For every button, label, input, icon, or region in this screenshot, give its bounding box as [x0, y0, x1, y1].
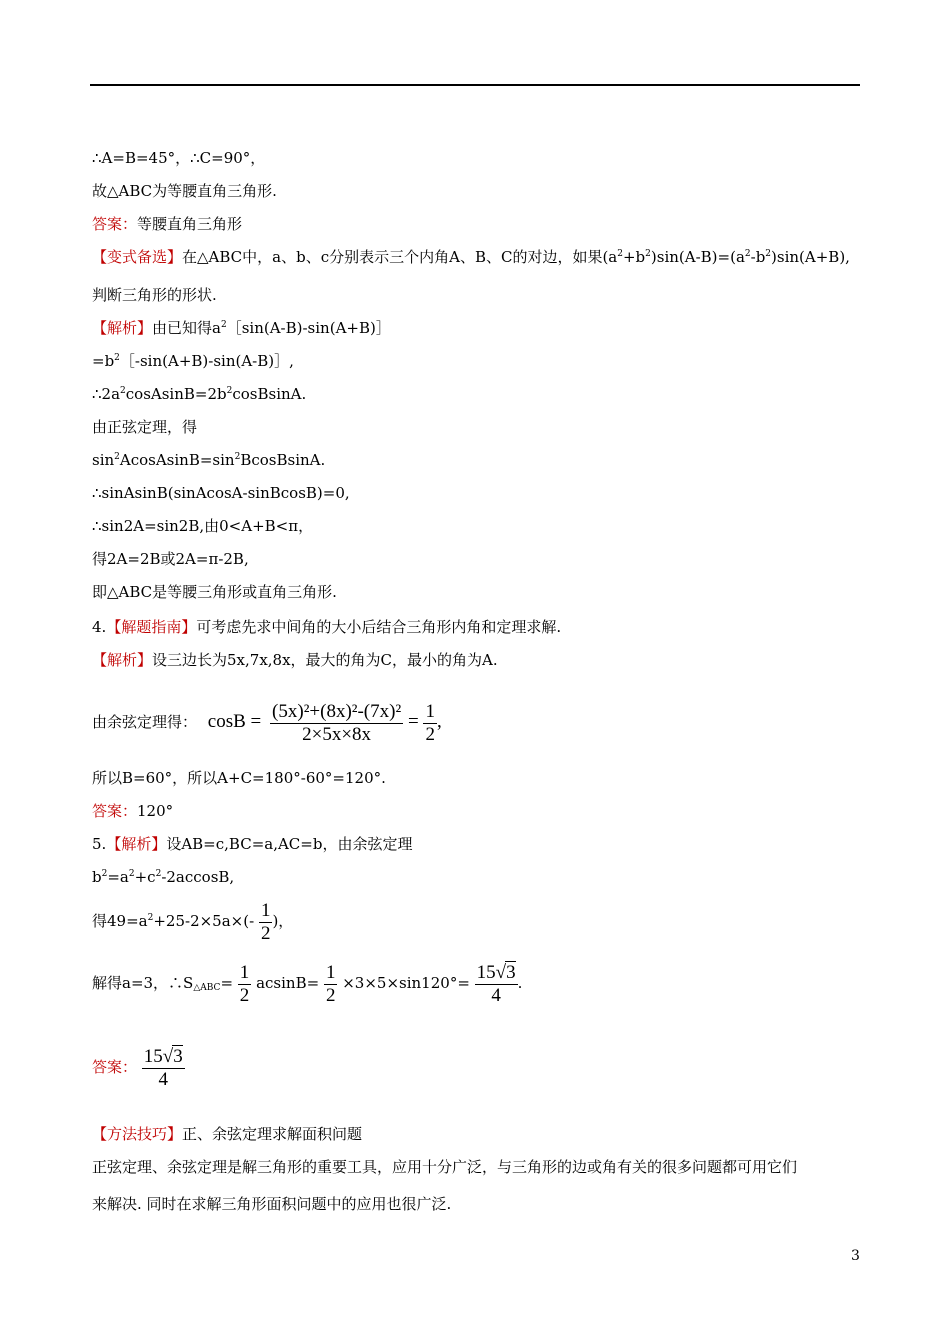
text-line: $\therefore 2a^2cosAsinB=2b^2cosBsinA$. — [92, 385, 307, 403]
section-label: 【解题指南】 — [106, 618, 197, 636]
answer-line — [92, 1044, 185, 1091]
answer-label: 答案： — [92, 215, 138, 233]
text-line: 【方法技巧】正、余弦定理求解面积问题 — [92, 1125, 363, 1143]
text-line: 正弦定理、余弦定理是解三角形的重要工具，应用十分广泛，与三角形的边或角有关的很多问题都可用它们 — [92, 1158, 798, 1176]
section-label: 【解析】 — [106, 835, 167, 853]
section-label: 【变式备选】 — [92, 248, 183, 266]
page-number: 3 — [851, 1248, 860, 1264]
section-label: 【解析】 — [92, 651, 153, 669]
answer-line: 答案：等腰直角三角形 — [92, 215, 243, 233]
text-line: 4.【解题指南】可考虑先求中间角的大小后结合三角形内角和定理求解. — [92, 618, 562, 636]
text-line: 由正弦定理，得 — [92, 418, 198, 436]
text-line: 得2A=2B或2A=π-2B, — [92, 550, 249, 568]
text-line: ∴sinAsinB(sinAcosA-sinBcosB)=0, — [92, 484, 350, 502]
text-line: ∴A=B=45°，∴C=90°， — [92, 149, 266, 167]
formula-line: 得$49=a^2+25-2\times 5a\times(-$ $\frac{1}{2}$ )， — [92, 899, 294, 944]
text-line: 5.【解析】设AB=c,BC=a,AC=b，由余弦定理 — [92, 835, 413, 853]
text-line: 判断三角形的形状. — [92, 286, 217, 304]
answer-label: 答案： — [92, 1058, 138, 1076]
fraction: $\frac{15√3}{4}$ — [476, 962, 516, 1006]
answer-line: 答案：120° — [92, 802, 174, 820]
answer-label: 答案： — [92, 802, 138, 820]
fraction: $\frac{1}{2}$ — [325, 961, 336, 1006]
fraction: $\frac{15√3}{4}$ — [143, 1046, 183, 1090]
text-line: 故△ABC为等腰直角三角形. — [92, 182, 277, 200]
text-line: 所以B=60°，所以A+C=180°-60°=120°. — [92, 769, 386, 787]
section-label: 【解析】 — [92, 319, 153, 337]
text-line: $=b^2[-\sin(A+B)-\sin(A-B)]$, — [92, 352, 294, 370]
text-line: $b^2=a^2+c^2-2accosB$, — [92, 868, 235, 886]
text-line: $\sin^2AcosAsinB=\sin^2BcosBsinA$. — [92, 451, 326, 469]
fraction: $\frac{1}{2}$ — [260, 899, 271, 944]
formula-line: 解得a=3，$\therefore S_{\triangle ABC}=$ $\frac{1}{2}$ acsinB= $\frac{1}{2}$ ×3×5×sin120°= $\frac{15√3}{4}$ . — [92, 961, 523, 1006]
text-line: 【变式备选】在△ABC中，a、b、c分别表示三个内角A、B、C的对边，如果$(a^2+b^2)\sin(A-B)=(a^2-b^2)\sin(A+B)$, — [92, 248, 850, 266]
text-line: ∴sin2A=sin2B,由0<A+B<π， — [92, 517, 314, 535]
formula-line: 由余弦定理得： cosB = $\frac{\text{(5x)²+(8x)²-(7x)²}}{2\times 5x\times 8x}$ = $\frac{1}{2}$ , — [92, 700, 442, 745]
fraction: $\frac{\text{(5x)²+(8x)²-(7x)²}}{2\times 5x\times 8x}$ — [272, 700, 402, 745]
fraction: $\frac{1}{2}$ — [239, 961, 250, 1006]
text-line: 【解析】设三边长为5x,7x,8x，最大的角为C，最小的角为A. — [92, 651, 498, 669]
text-line: 即△ABC是等腰三角形或直角三角形. — [92, 583, 337, 601]
section-label: 【方法技巧】 — [92, 1125, 183, 1143]
text-line: 来解决. 同时在求解三角形面积问题中的应用也很广泛. — [92, 1195, 452, 1213]
text-line: 【解析】由已知得$a^2[\sin(A-B)-\sin(A+B)]$ — [92, 319, 391, 337]
header-rule — [90, 84, 860, 86]
fraction: $\frac{1}{2}$ — [425, 700, 435, 745]
